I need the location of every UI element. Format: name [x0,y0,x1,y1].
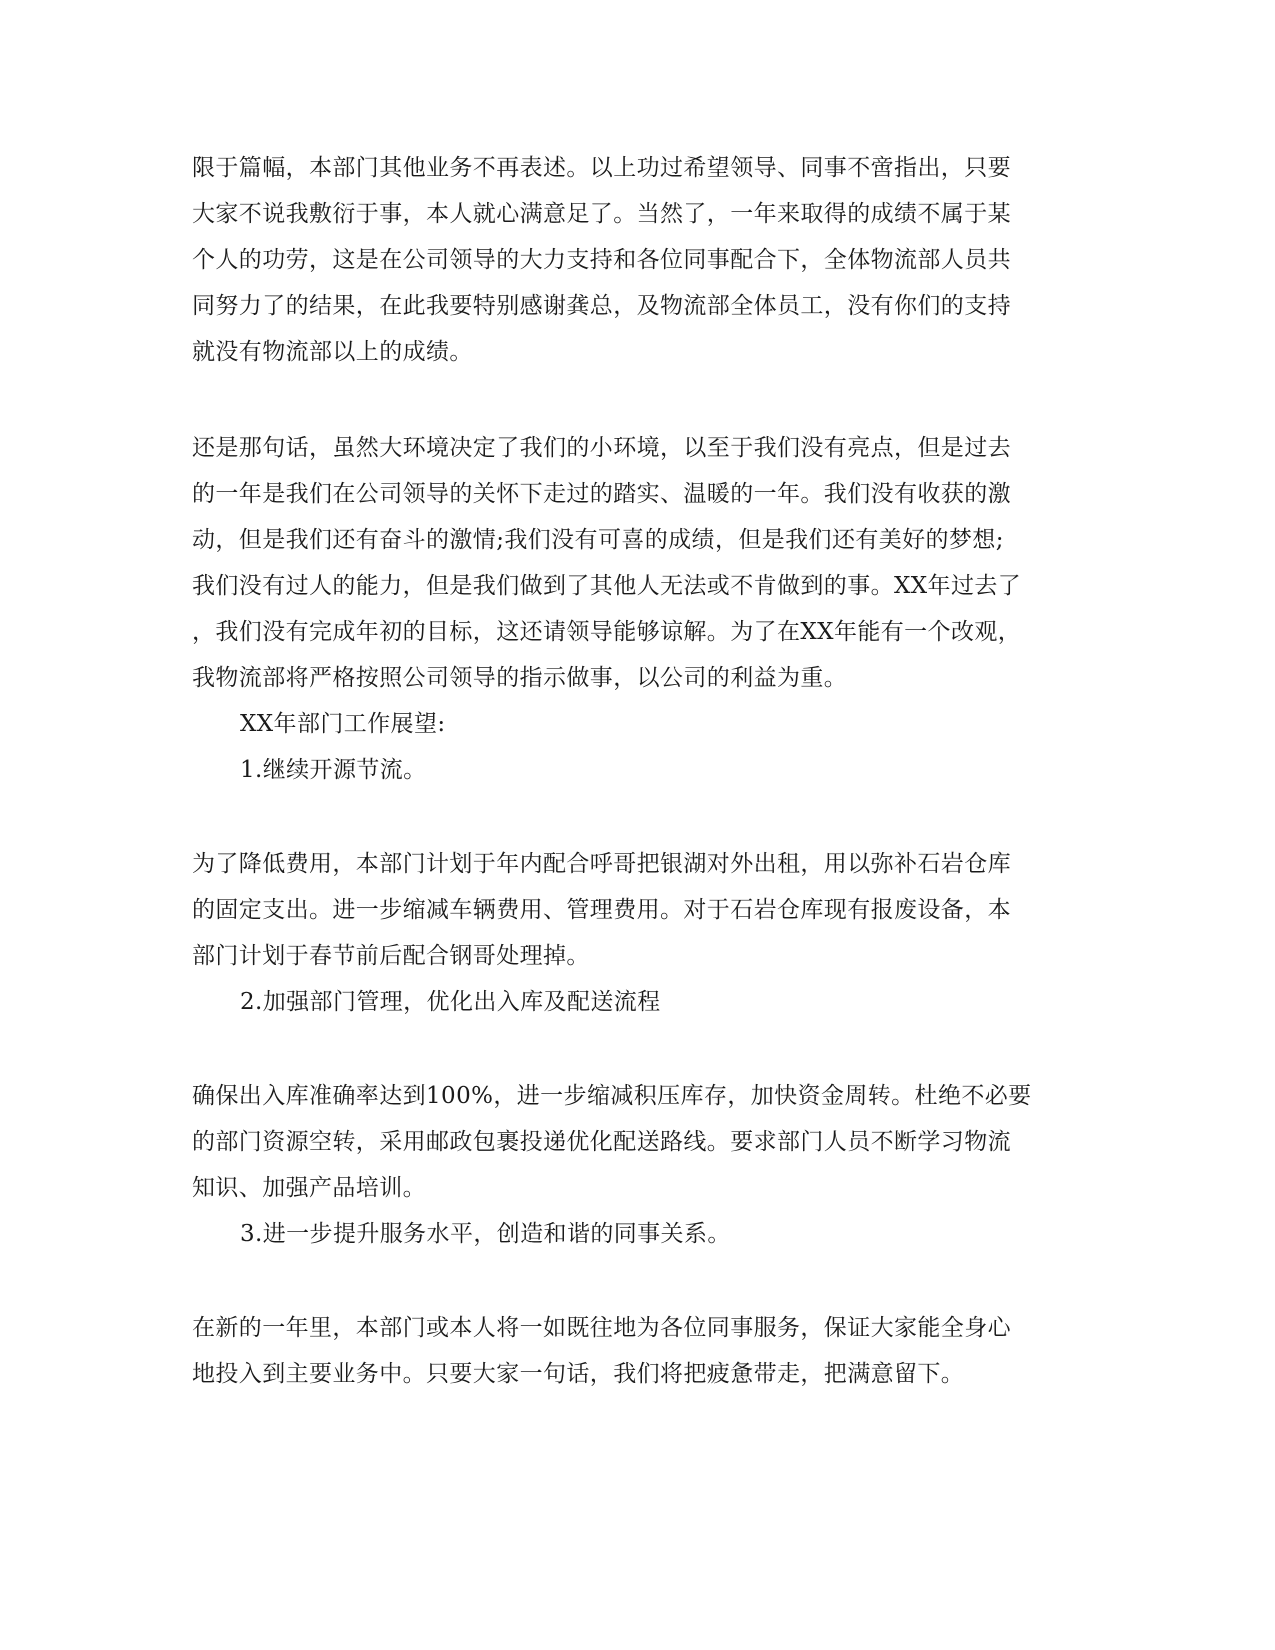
item-2-body-line-3: 知识、加强产品培训。 [192,1175,426,1201]
paragraph-2-line-4: 我们没有过人的能力，但是我们做到了其他人无法或不肯做到的事。XX年过去了 [192,573,1022,599]
item-3-body-line-1: 在新的一年里，本部门或本人将一如既往地为各位同事服务，保证大家能全身心 [192,1315,1011,1341]
item-1-body-line-2: 的固定支出。进一步缩减车辆费用、管理费用。对于石岩仓库现有报废设备，本 [192,897,1011,923]
paragraph-1-line-3: 个人的功劳，这是在公司领导的大力支持和各位同事配合下，全体物流部人员共 [192,247,1011,273]
paragraph-2-line-3: 动，但是我们还有奋斗的激情;我们没有可喜的成绩，但是我们还有美好的梦想; [192,527,1004,553]
paragraph-1-line-1: 限于篇幅，本部门其他业务不再表述。以上功过希望领导、同事不啻指出，只要 [192,155,1011,181]
item-3-body-line-2: 地投入到主要业务中。只要大家一句话，我们将把疲惫带走，把满意留下。 [192,1361,965,1387]
item-2-heading: 2.加强部门管理，优化出入库及配送流程 [240,989,661,1015]
item-2-body-line-1: 确保出入库准确率达到100%，进一步缩减积压库存，加快资金周转。杜绝不必要 [192,1083,1032,1109]
paragraph-1-line-2: 大家不说我敷衍于事，本人就心满意足了。当然了，一年来取得的成绩不属于某 [192,201,1011,227]
item-1-heading: 1.继续开源节流。 [240,757,427,783]
item-3-heading: 3.进一步提升服务水平，创造和谐的同事关系。 [240,1221,731,1247]
outlook-heading: XX年部门工作展望: [240,711,446,737]
paragraph-2-line-2: 的一年是我们在公司领导的关怀下走过的踏实、温暖的一年。我们没有收获的激 [192,481,1011,507]
paragraph-2-line-1: 还是那句话，虽然大环境决定了我们的小环境，以至于我们没有亮点，但是过去 [192,435,1011,461]
item-1-body-line-3: 部门计划于春节前后配合钢哥处理掉。 [192,943,590,969]
item-1-body-line-1: 为了降低费用，本部门计划于年内配合呼哥把银湖对外出租，用以弥补石岩仓库 [192,851,1011,877]
paragraph-1-line-4: 同努力了的结果，在此我要特别感谢龚总，及物流部全体员工，没有你们的支持 [192,293,1011,319]
paragraph-2-line-6: 我物流部将严格按照公司领导的指示做事，以公司的利益为重。 [192,665,848,691]
paragraph-2-line-5: ，我们没有完成年初的目标，这还请领导能够谅解。为了在XX年能有一个改观， [192,619,1022,645]
item-2-body-line-2: 的部门资源空转，采用邮政包裹投递优化配送路线。要求部门人员不断学习物流 [192,1129,1011,1155]
paragraph-1-line-5: 就没有物流部以上的成绩。 [192,339,473,365]
